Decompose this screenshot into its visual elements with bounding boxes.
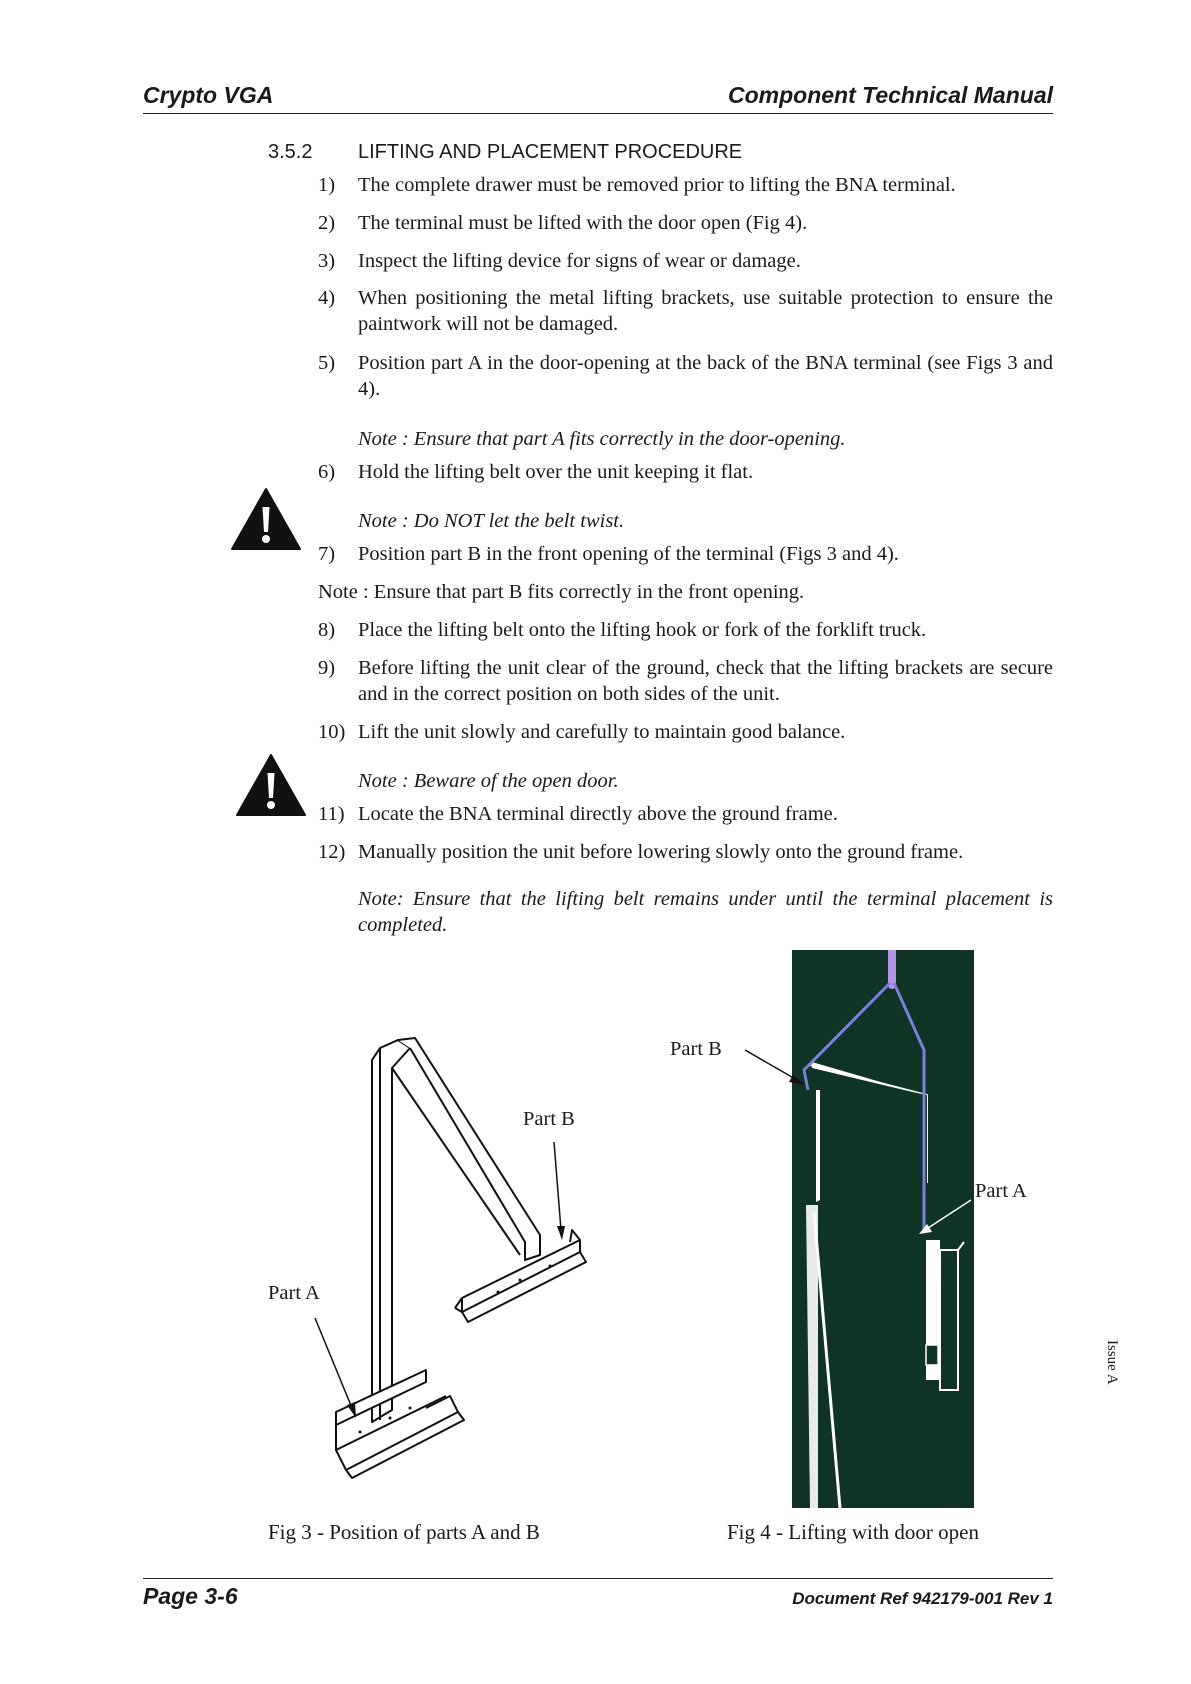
step-text: When positioning the metal lifting brackets, use suitable protection to ensure the paintwork will not be damaged. [358,287,1053,335]
step-text: Inspect the lifting device for signs of wear or damage. [358,250,801,272]
warning-triangle-icon [230,487,302,551]
fig4-part-a-label: Part A [975,1180,1027,1202]
fig4-leader-arrows [735,1040,1005,1240]
step-text: The terminal must be lifted with the door open (Fig 4). [358,212,808,234]
note-part-b: Note : Ensure that part B fits correctly in the front opening. [318,581,805,603]
fig3-bracket-drawing [250,1030,600,1490]
step-number: 7) [318,543,336,565]
step-number: 11) [318,803,345,825]
step-number: 5) [318,352,336,374]
step-text: Before lifting the unit clear of the ground, check that the lifting brackets are secure and in the correct position on both sides of the unit. [358,657,1053,705]
fig3-part-b-label: Part B [523,1108,575,1130]
step-number: 3) [318,250,336,272]
step-number: 1) [318,174,336,196]
fig4-caption: Fig 4 - Lifting with door open [727,1520,979,1544]
step-number: 10) [318,721,346,743]
footer-doc-ref: Document Ref 942179-001 Rev 1 [792,1589,1053,1608]
footer-page-number: Page 3-6 [143,1583,238,1609]
header-rule [143,113,1053,114]
step-text: The complete drawer must be removed prior to lifting the BNA terminal. [358,174,956,196]
note-belt-twist: Note : Do NOT let the belt twist. [358,510,625,532]
step-text: Lift the unit slowly and carefully to maintain good balance. [358,721,846,743]
step-text: Position part A in the door-opening at the back of the BNA terminal (see Figs 3 and 4). [358,352,1053,400]
header-title-right: Component Technical Manual [727,82,1053,108]
step-number: 8) [318,619,336,641]
note-belt-placement: Note: Ensure that the lifting belt remains under until the terminal placement is completed. [358,888,1053,936]
step-number: 4) [318,287,336,309]
step-text: Locate the BNA terminal directly above the ground frame. [358,803,838,825]
note-open-door: Note : Beware of the open door. [358,770,619,792]
header-title-left: Crypto VGA [143,82,274,108]
footer-rule [143,1578,1053,1579]
issue-side-text: Issue A [1104,1340,1120,1385]
step-number: 12) [318,841,346,863]
step-number: 6) [318,461,336,483]
step-text: Hold the lifting belt over the unit keeping it flat. [358,461,754,483]
fig4-part-b-label: Part B [670,1038,722,1060]
step-number: 2) [318,212,336,234]
step-number: 9) [318,657,336,679]
fig3-part-a-label: Part A [268,1282,320,1304]
step-text: Place the lifting belt onto the lifting hook or fork of the forklift truck. [358,619,927,641]
warning-triangle-icon [235,753,307,817]
fig3-caption: Fig 3 - Position of parts A and B [268,1520,540,1544]
step-text: Position part B in the front opening of the terminal (Figs 3 and 4). [358,543,899,565]
note-part-a: Note : Ensure that part A fits correctly in the door-opening. [358,428,846,450]
section-title: LIFTING AND PLACEMENT PROCEDURE [358,141,743,163]
step-text: Manually position the unit before lowering slowly onto the ground frame. [358,841,964,863]
section-number: 3.5.2 [268,141,313,163]
